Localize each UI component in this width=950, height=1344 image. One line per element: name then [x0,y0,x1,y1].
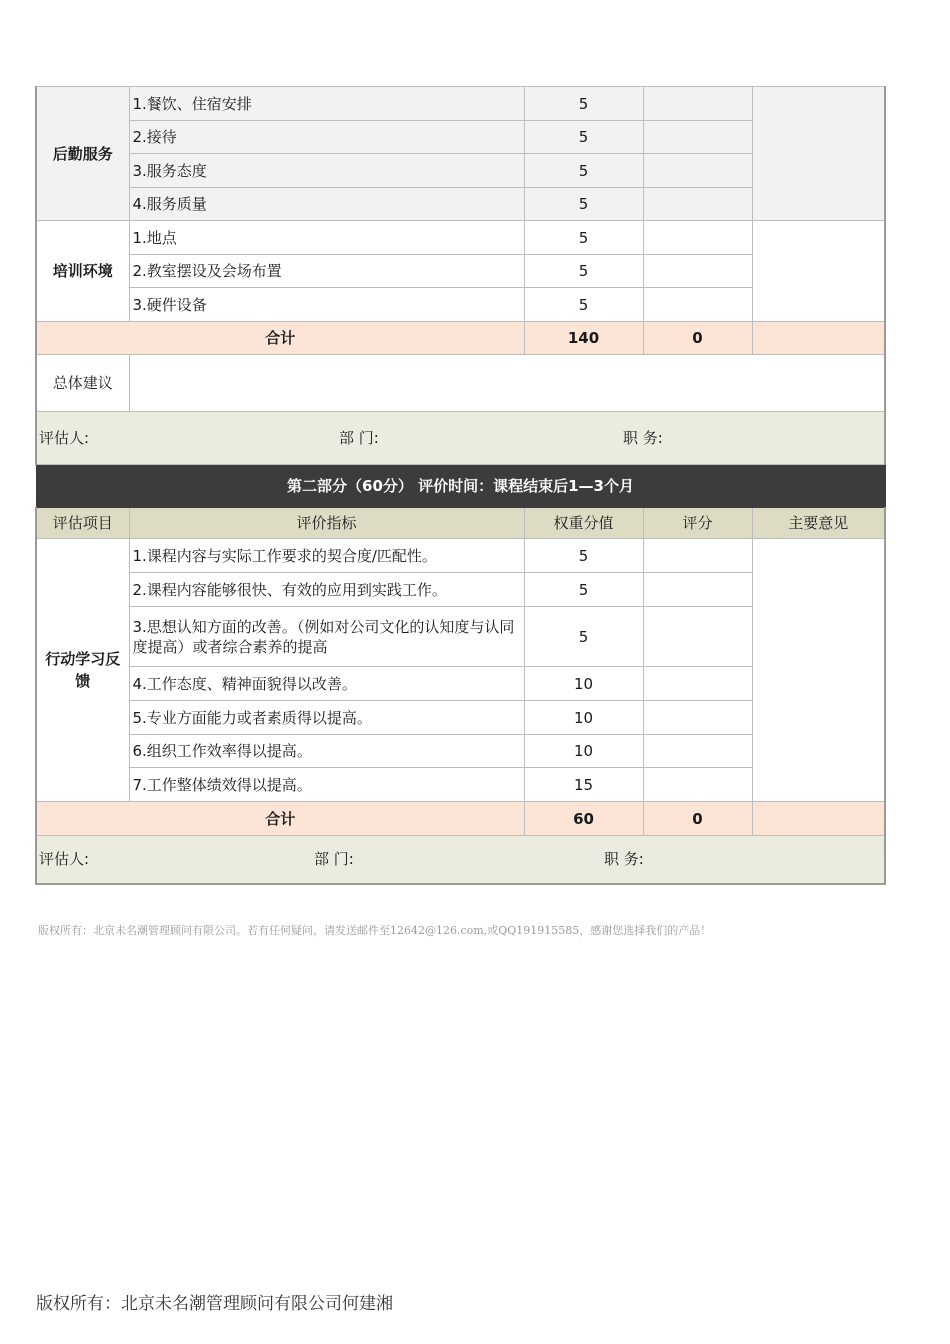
score-cell[interactable] [643,667,752,701]
evaluator-label: 评估人: [39,850,90,869]
weight-cell: 5 [524,255,643,288]
header-opinion: 主要意见 [752,508,885,539]
indicator-cell: 3.硬件设备 [129,288,524,322]
weight-cell: 5 [524,539,643,573]
total-label: 合计 [36,322,524,355]
part2-title-row [36,465,885,508]
signature-cell [36,836,885,884]
position-label: 职 务: [604,850,644,869]
score-cell[interactable] [643,87,752,121]
score-cell[interactable] [643,573,752,607]
opinion-cell[interactable] [752,87,885,221]
indicator-cell: 1.餐饮、住宿安排 [129,87,524,121]
table-row [36,87,885,121]
weight-cell: 10 [524,701,643,735]
total-opinion [752,802,885,836]
indicator-cell: 3.思想认知方面的改善。（例如对公司文化的认知度与认同度提高）或者综合素养的提高 [129,607,524,667]
opinion-cell[interactable] [752,221,885,322]
score-cell[interactable] [643,255,752,288]
weight-cell: 15 [524,768,643,802]
total-weight: 140 [524,322,643,355]
group-name-logistics: 后勤服务 [36,87,129,221]
weight-cell: 5 [524,188,643,221]
indicator-cell: 5.专业方面能力或者素质得以提高。 [129,701,524,735]
score-cell[interactable] [643,539,752,573]
indicator-cell: 1.课程内容与实际工作要求的契合度/匹配性。 [129,539,524,573]
signature-cell [36,412,885,465]
weight-cell: 5 [524,288,643,322]
header-score: 评分 [643,508,752,539]
weight-cell: 5 [524,154,643,188]
score-cell[interactable] [643,768,752,802]
group-name-environment: 培训环境 [36,221,129,322]
score-cell[interactable] [643,607,752,667]
total-row [36,802,885,836]
indicator-cell: 4.服务质量 [129,188,524,221]
indicator-cell: 7.工作整体绩效得以提高。 [129,768,524,802]
suggestion-label: 总体建议 [36,355,129,412]
total-opinion [752,322,885,355]
evaluator-label: 评估人: [39,429,90,447]
indicator-cell: 3.服务态度 [129,154,524,188]
department-label: 部 门: [314,850,354,869]
opinion-cell[interactable] [752,539,885,802]
table-row [36,221,885,255]
total-score: 0 [643,322,752,355]
indicator-cell: 2.教室摆设及会场布置 [129,255,524,288]
score-cell[interactable] [643,735,752,768]
indicator-cell: 1.地点 [129,221,524,255]
department-label: 部 门: [339,429,379,447]
weight-cell: 5 [524,121,643,154]
indicator-cell: 6.组织工作效率得以提高。 [129,735,524,768]
header-indicator: 评价指标 [129,508,524,539]
part2-title: 第二部分（60分） 评价时间：课程结束后1—3个月 [36,465,885,508]
header-item: 评估项目 [36,508,129,539]
score-cell[interactable] [643,701,752,735]
suggestion-row [36,355,885,412]
signature-row [36,412,885,465]
group-name-action-learning: 行动学习反馈 [36,539,129,802]
position-label: 职 务: [623,429,663,447]
weight-cell: 5 [524,573,643,607]
weight-cell: 10 [524,735,643,768]
weight-cell: 5 [524,607,643,667]
indicator-cell: 4.工作态度、精神面貌得以改善。 [129,667,524,701]
copyright-bottom-note: 版权所有：北京未名潮管理顾问有限公司何建湘 [36,1294,393,1314]
score-cell[interactable] [643,221,752,255]
evaluation-table [35,86,886,885]
score-cell[interactable] [643,154,752,188]
weight-cell: 5 [524,221,643,255]
header-row [36,508,885,539]
signature-row [36,836,885,884]
total-row [36,322,885,355]
total-score: 0 [643,802,752,836]
total-label: 合计 [36,802,524,836]
indicator-cell: 2.课程内容能够很快、有效的应用到实践工作。 [129,573,524,607]
total-weight: 60 [524,802,643,836]
weight-cell: 5 [524,87,643,121]
score-cell[interactable] [643,121,752,154]
score-cell[interactable] [643,188,752,221]
table-row [36,539,885,573]
header-weight: 权重分值 [524,508,643,539]
weight-cell: 10 [524,667,643,701]
suggestion-input[interactable] [129,355,885,412]
indicator-cell: 2.接待 [129,121,524,154]
copyright-footer-note: 版权所有：北京未名潮管理顾问有限公司。若有任何疑问，请发送邮件至12642@126.com,或QQ191915585，感谢您选择我们的产品！ [38,924,712,937]
score-cell[interactable] [643,288,752,322]
